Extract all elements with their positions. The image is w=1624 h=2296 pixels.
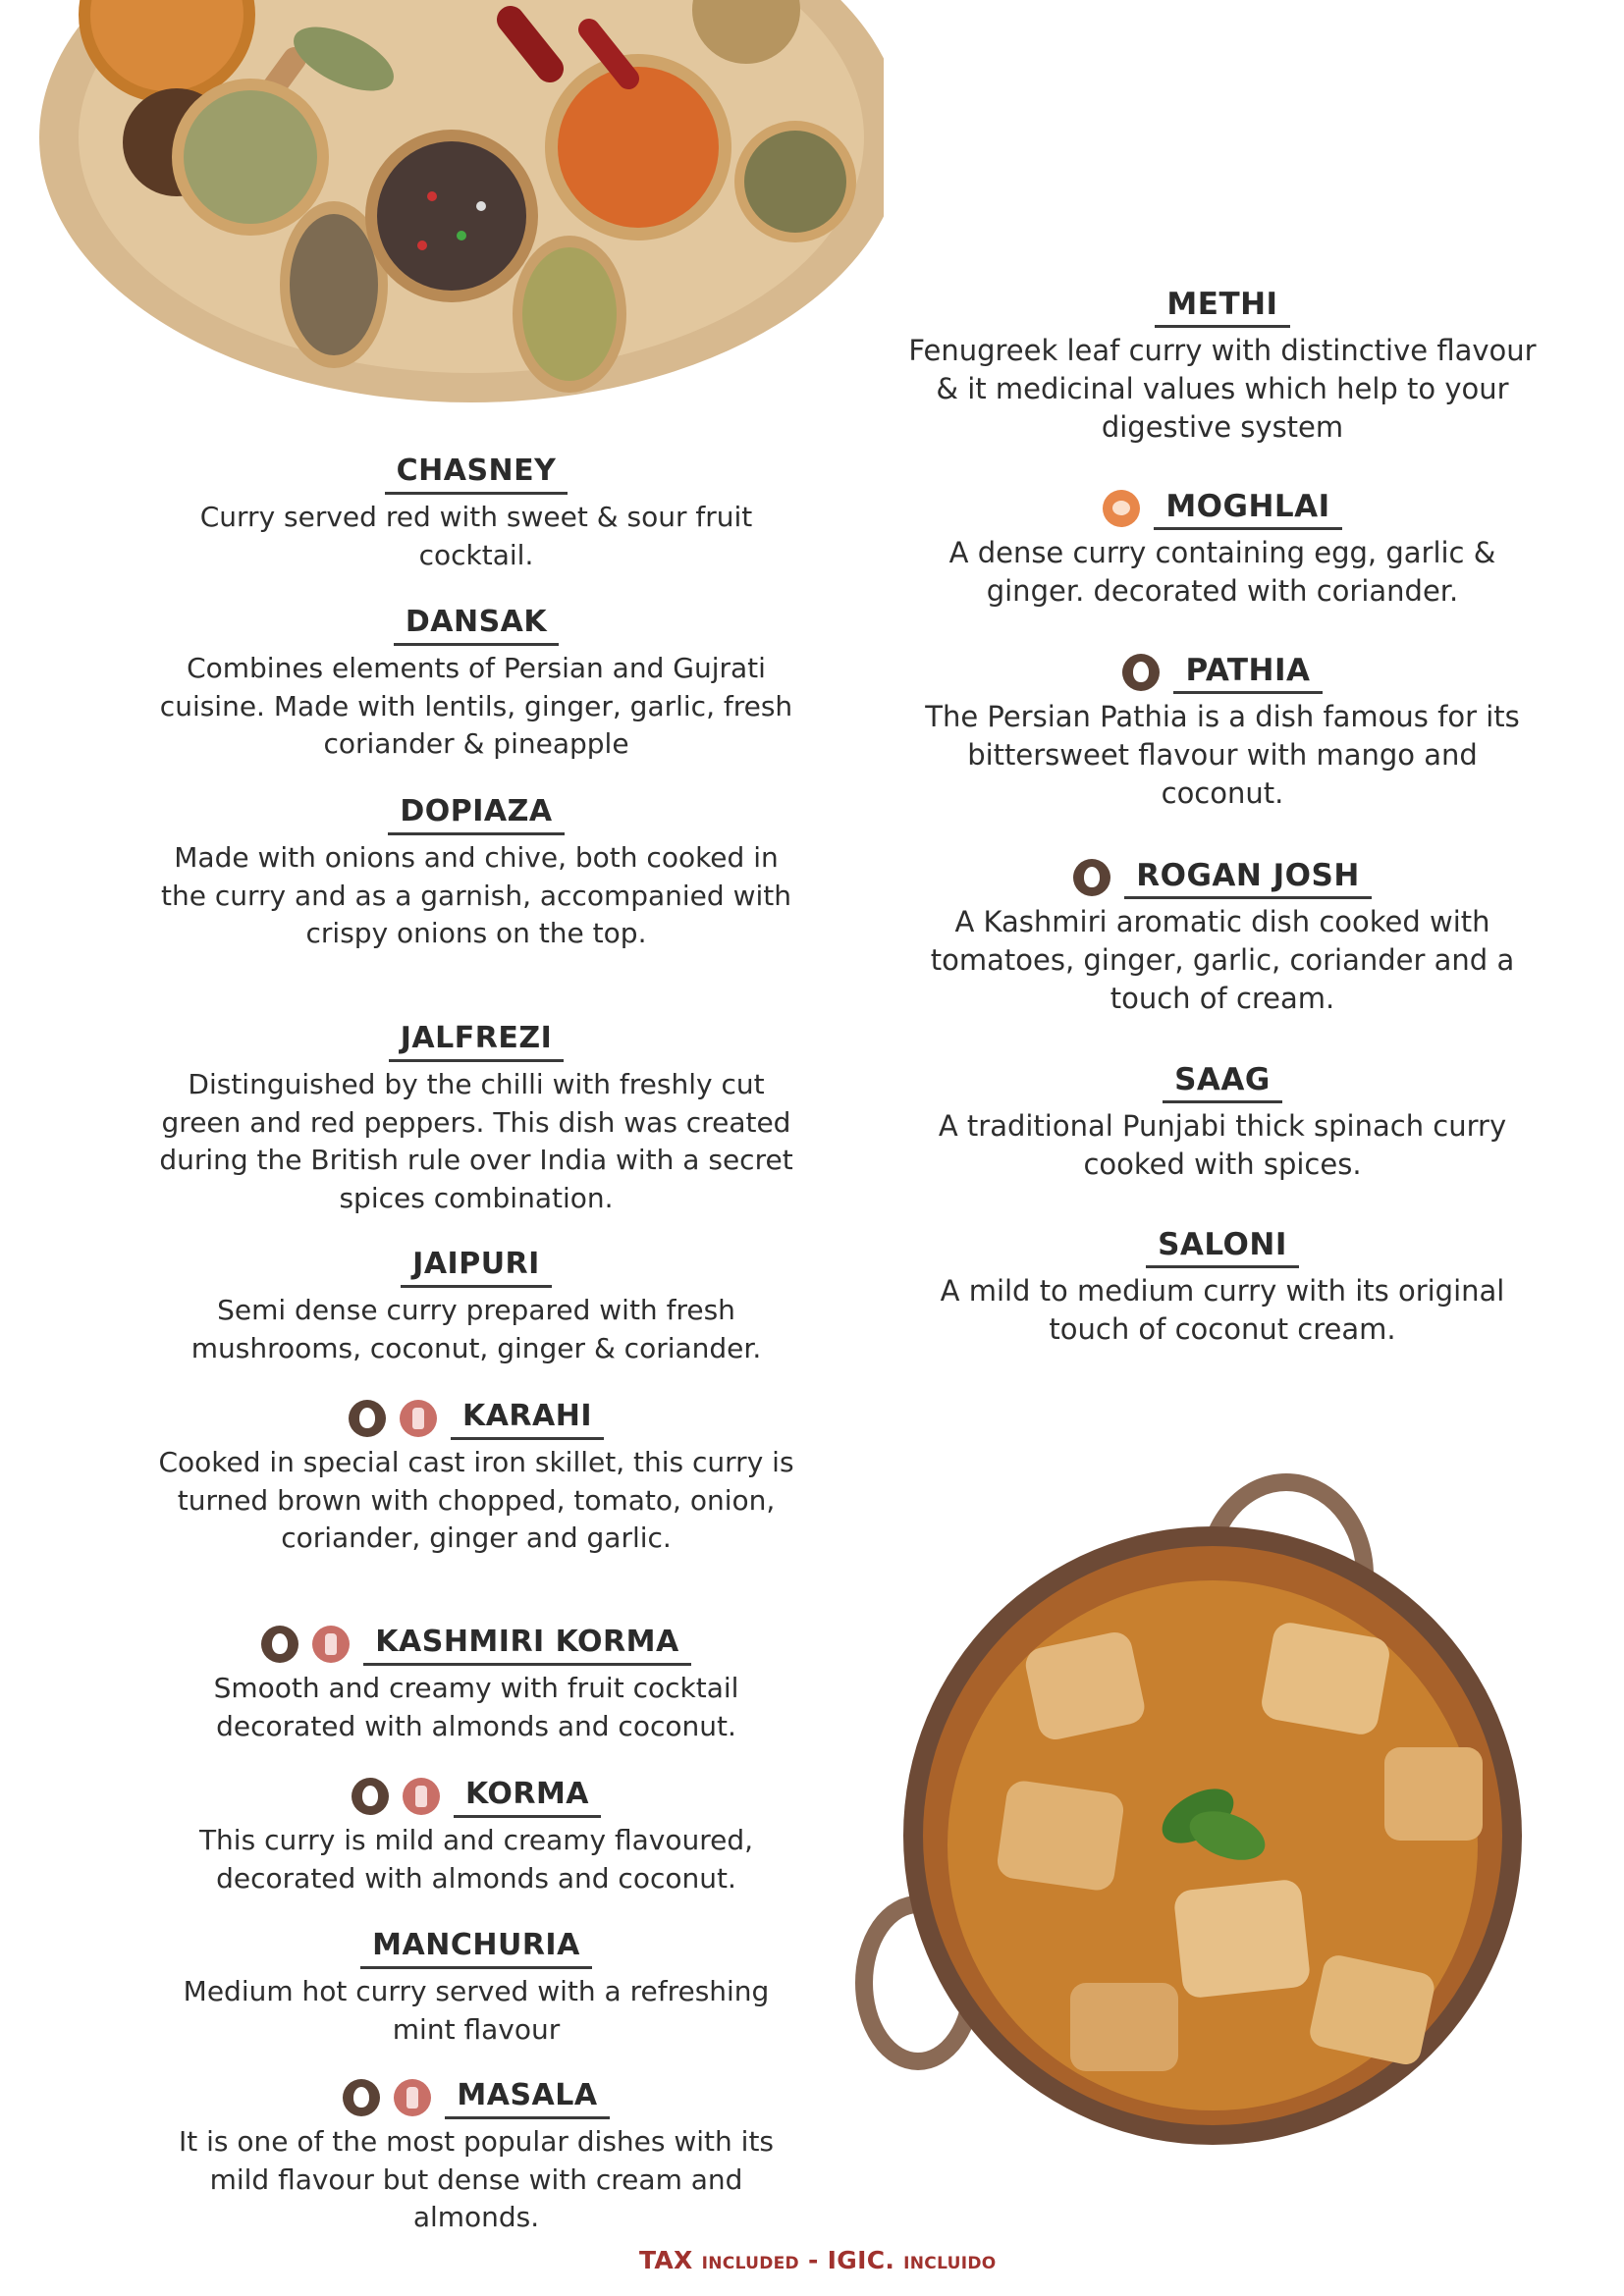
dairy-icon — [403, 1778, 440, 1815]
menu-item — [908, 856, 1537, 1018]
menu-item — [157, 1019, 795, 1217]
menu-item — [157, 452, 795, 574]
menu-item — [908, 487, 1537, 611]
menu-item-title-row — [157, 1623, 795, 1666]
menu-item — [157, 1623, 795, 1745]
menu-item-title-row — [157, 2076, 795, 2119]
menu-item — [157, 792, 795, 953]
menu-item-description: It is one of the most popular dishes with its mild flavour but dense with cream and almonds. — [178, 2125, 775, 2233]
menu-item-description: Curry served red with sweet & sour fruit cocktail. — [199, 501, 753, 571]
menu-item-description: Cooked in special cast iron skillet, this curry is turned brown with chopped, tomato, onion, coriander, ginger and garlic. — [158, 1446, 794, 1554]
nut-icon — [352, 1778, 389, 1815]
menu-item-name: SALONI — [1146, 1225, 1299, 1268]
menu-item-name: KARAHI — [451, 1397, 604, 1440]
menu-item-title-row — [157, 1397, 795, 1440]
menu-item-name: KASHMIRI KORMA — [363, 1623, 690, 1666]
menu-item-description: A dense curry containing egg, garlic & ginger. decorated with coriander. — [948, 536, 1496, 608]
menu-item-description: The Persian Pathia is a dish famous for its bittersweet flavour with mango and coconut. — [925, 700, 1520, 810]
menu-item-name: MASALA — [445, 2076, 609, 2119]
menu-item-title-row — [157, 1775, 795, 1818]
menu-item — [157, 2076, 795, 2237]
dairy-icon — [394, 2079, 431, 2116]
menu-item-title-row — [908, 1225, 1537, 1268]
menu-item — [157, 1926, 795, 2049]
nut-icon — [261, 1626, 298, 1663]
menu-item — [908, 285, 1537, 447]
igic-incluido-label: INCLUIDO — [903, 2254, 997, 2273]
dairy-icon — [312, 1626, 350, 1663]
menu-item — [157, 1775, 795, 1897]
menu-item-description: Combines elements of Persian and Gujrati cuisine. Made with lentils, ginger, garlic, fresh coriander & pineapple — [159, 652, 793, 760]
menu-item-title-row — [157, 452, 795, 495]
nut-icon — [1122, 654, 1160, 691]
curry-photo — [854, 1472, 1581, 2199]
nut-icon — [343, 2079, 380, 2116]
tax-included-label: INCLUDED — [701, 2254, 799, 2273]
igic-label: IGIC. — [827, 2246, 895, 2274]
menu-item-title-row — [908, 651, 1537, 694]
menu-item-name: KORMA — [454, 1775, 601, 1818]
menu-item-description: This curry is mild and creamy flavoured, decorated with almonds and coconut. — [198, 1824, 754, 1895]
menu-item-title-row — [908, 285, 1537, 328]
menu-item-title-row — [908, 856, 1537, 899]
menu-item-name: DOPIAZA — [388, 792, 564, 835]
menu-item — [157, 603, 795, 764]
menu-item-description: Semi dense curry prepared with fresh mushrooms, coconut, ginger & coriander. — [190, 1294, 762, 1364]
spices-photo — [39, 0, 884, 412]
menu-item-name: METHI — [1155, 285, 1289, 328]
menu-item-description: Smooth and creamy with fruit cocktail decorated with almonds and coconut. — [213, 1672, 739, 1742]
menu-item-description: Made with onions and chive, both cooked in the curry and as a garnish, accompanied with crispy onions on the top. — [160, 841, 791, 949]
menu-item-name: SAAG — [1163, 1060, 1282, 1103]
menu-item-name: ROGAN JOSH — [1124, 856, 1372, 899]
menu-item-title-row — [908, 487, 1537, 530]
menu-item — [908, 1225, 1537, 1349]
menu-item-description: A Kashmiri aromatic dish cooked with tomatoes, ginger, garlic, coriander and a touch of cream. — [930, 905, 1515, 1015]
menu-item-name: JALFREZI — [389, 1019, 565, 1062]
tax-dash: - — [807, 2246, 819, 2274]
menu-item-name: MANCHURIA — [360, 1926, 592, 1969]
menu-item — [908, 1060, 1537, 1184]
menu-item-title-row — [157, 1019, 795, 1062]
menu-item-title-row — [157, 1926, 795, 1969]
nut-icon — [1073, 859, 1110, 896]
menu-item-name: JAIPURI — [401, 1245, 552, 1288]
menu-item-description: A mild to medium curry with its original touch of coconut cream. — [940, 1274, 1505, 1346]
tax-notice — [639, 2246, 997, 2274]
menu-item-title-row — [908, 1060, 1537, 1103]
tax-label: TAX — [639, 2246, 693, 2274]
menu-item-description: A traditional Punjabi thick spinach curry cooked with spices. — [938, 1109, 1507, 1181]
menu-item-description: Medium hot curry served with a refreshing mint flavour — [183, 1975, 770, 2046]
menu-item — [157, 1245, 795, 1367]
menu-item-title-row — [157, 792, 795, 835]
menu-item-name: CHASNEY — [385, 452, 568, 495]
menu-item-title-row — [157, 603, 795, 646]
menu-item-name: MOGHLAI — [1154, 487, 1341, 530]
dairy-icon — [400, 1400, 437, 1437]
menu-item — [157, 1397, 795, 1558]
menu-item-description: Fenugreek leaf curry with distinctive flavour & it medicinal values which help to your digestive system — [908, 334, 1537, 444]
menu-item-title-row — [157, 1245, 795, 1288]
menu-item-name: DANSAK — [394, 603, 559, 646]
menu-item-name: PATHIA — [1173, 651, 1322, 694]
egg-icon — [1103, 490, 1140, 527]
menu-item-description: Distinguished by the chilli with freshly cut green and red peppers. This dish was created during the British rule over India with a secret spices combination. — [159, 1068, 793, 1214]
menu-item — [908, 651, 1537, 813]
nut-icon — [349, 1400, 386, 1437]
